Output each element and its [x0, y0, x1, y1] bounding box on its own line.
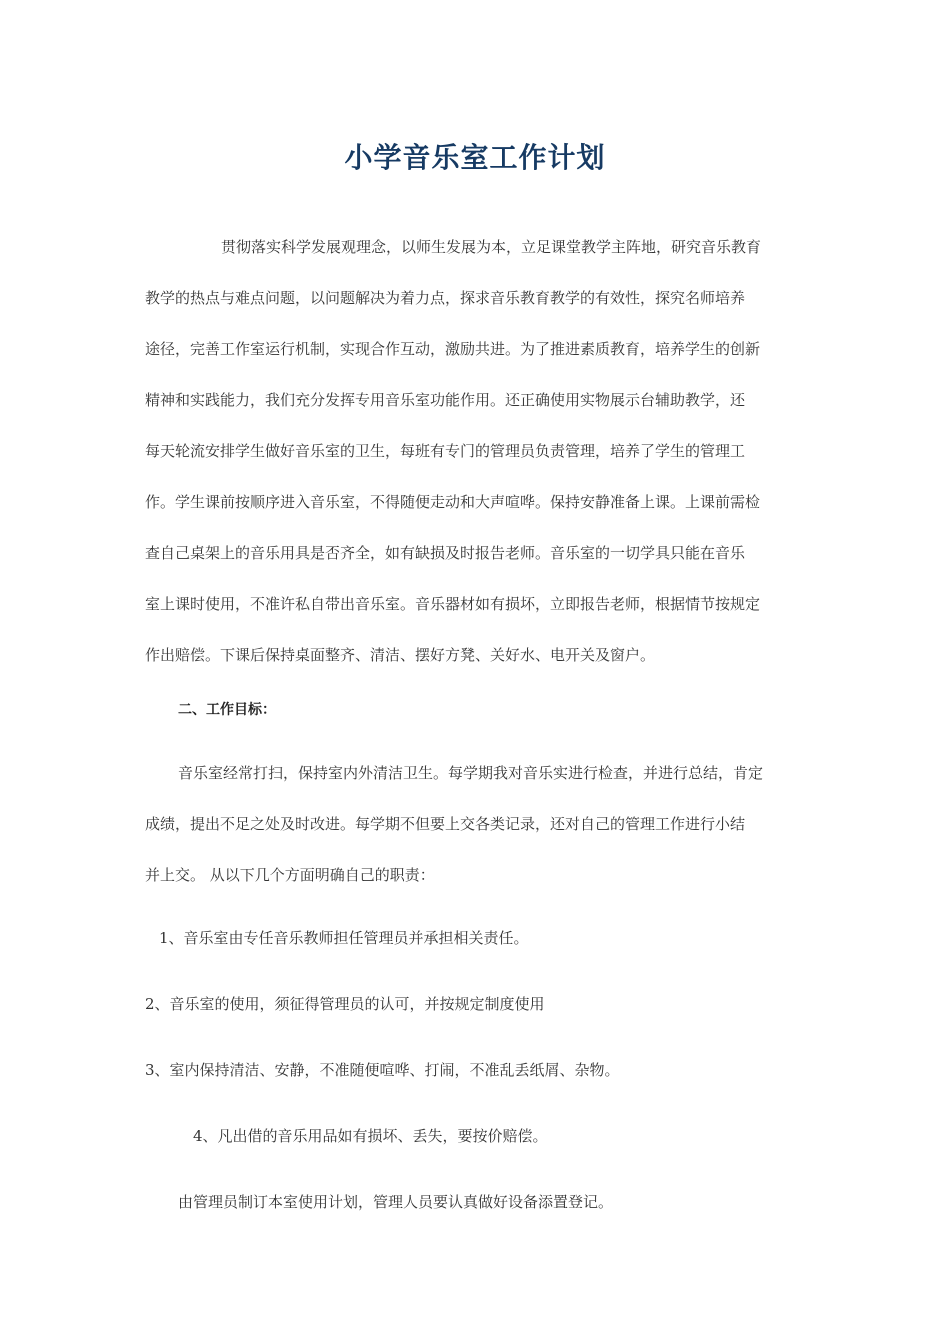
- intro-line: 每天轮流安排学生做好音乐室的卫生，每班有专门的管理员负责管理，培养了学生的管理工: [145, 442, 746, 460]
- intro-line: 室上课时使用，不准许私自带出音乐室。音乐器材如有损坏，立即报告老师，根据情节按规定: [145, 595, 761, 613]
- section-heading: 二、工作目标：: [178, 702, 276, 718]
- intro-line: 途径，完善工作室运行机制，实现合作互动，激励共进。为了推进素质教育，培养学生的创新: [145, 340, 761, 358]
- closing-text: 由管理员制订本室使用计划，管理人员要认真做好设备添置登记。: [178, 1193, 614, 1211]
- intro-line: 贯彻落实科学发展观理念，以师生发展为本，立足课堂教学主阵地，研究音乐教育: [221, 238, 762, 256]
- list-item: 3、室内保持清洁、安静，不准随便喧哗、打闹，不准乱丢纸屑、杂物。: [145, 1061, 620, 1079]
- intro-line: 作。学生课前按顺序进入音乐室，不得随便走动和大声喧哗。保持安静准备上课。上课前需检: [145, 493, 761, 511]
- goal-paragraph: [145, 748, 807, 901]
- intro-line: 教学的热点与难点问题，以问题解决为着力点，探求音乐教育教学的有效性，探究名师培养: [145, 289, 746, 307]
- intro-line: 作出赔偿。下课后保持桌面整齐、清洁、摆好方凳、关好水、电开关及窗户。: [145, 646, 656, 664]
- list-item: 2、音乐室的使用，须征得管理员的认可，并按规定制度使用: [145, 995, 545, 1013]
- goal-line: 并上交。 从以下几个方面明确自己的职责：: [145, 866, 435, 884]
- list-item: 1、音乐室由专任音乐教师担任管理员并承担相关责任。: [159, 929, 529, 947]
- goal-line: 成绩，提出不足之处及时改进。每学期不但要上交各类记录，还对自己的管理工作进行小结: [145, 815, 746, 833]
- goal-line: 音乐室经常打扫，保持室内外清洁卫生。每学期我对音乐实进行检查，并进行总结，肯定: [178, 764, 764, 782]
- intro-line: 查自己桌架上的音乐用具是否齐全，如有缺损及时报告老师。音乐室的一切学具只能在音乐: [145, 544, 746, 562]
- list-item: 4、凡出借的音乐用品如有损坏、丢失，要按价赔偿。: [193, 1127, 548, 1145]
- intro-paragraph: [145, 222, 807, 681]
- document-title: 小学音乐室工作计划: [344, 141, 606, 174]
- intro-line: 精神和实践能力，我们充分发挥专用音乐室功能作用。还正确使用实物展示台辅助教学，还: [145, 391, 746, 409]
